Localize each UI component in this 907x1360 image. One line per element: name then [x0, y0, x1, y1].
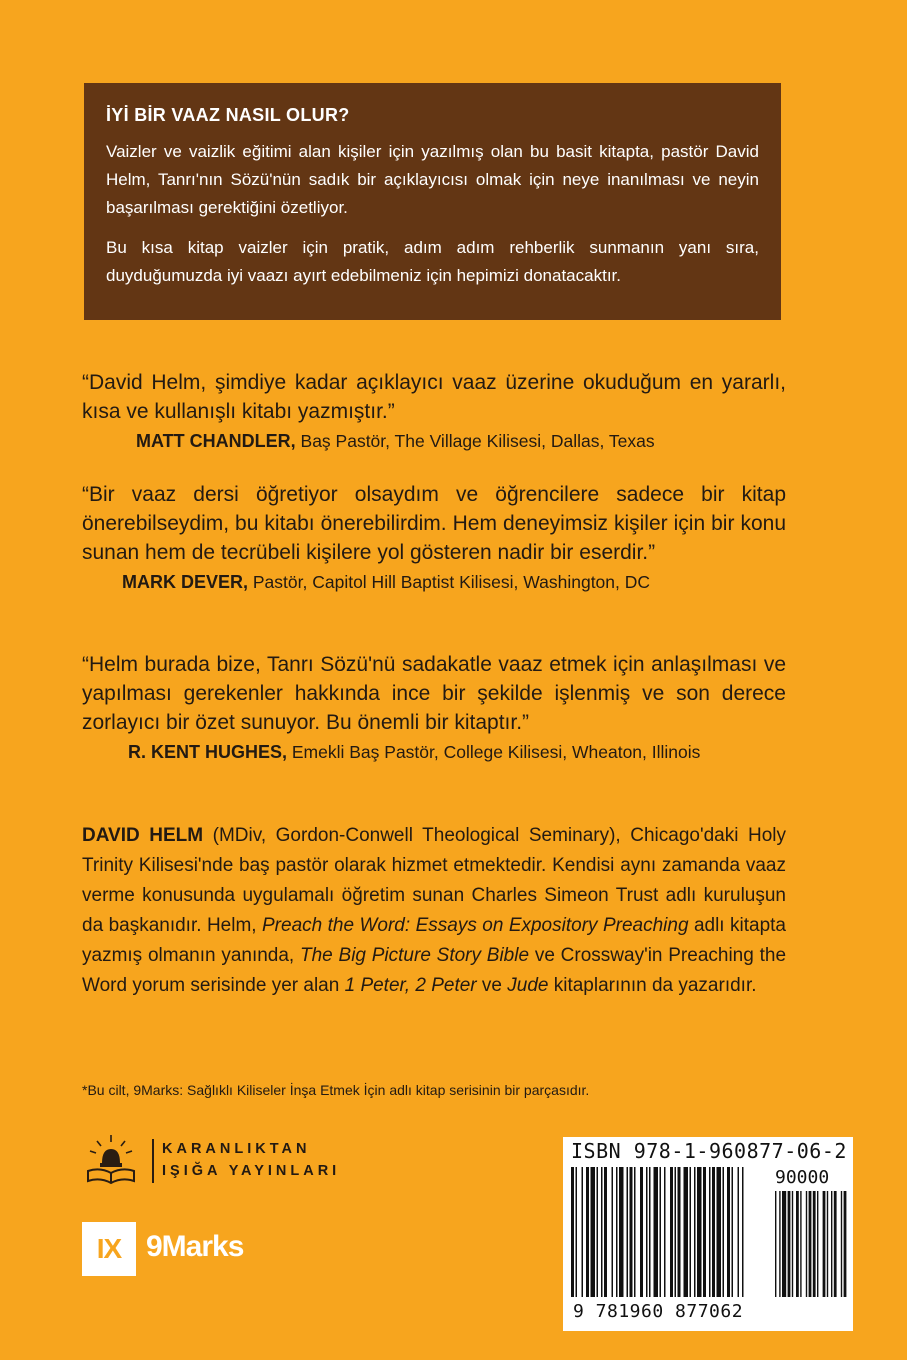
book-title: Preach the Word: Essays on Expository Preaching [262, 915, 689, 936]
price-code: 90000 [775, 1167, 830, 1188]
endorsement-1 [82, 368, 786, 454]
endorsement-text: “Bir vaaz dersi öğretiyor olsaydım ve öğrencilere sadece bir kitap önerebilseydim, bu kitabı önerebilirdim. Hem deneyimsiz kişiler için bir konu sunan hem de tecrübeli kişilere yol gösteren nadir bir eserdir.” [82, 483, 786, 564]
book-title: Jude [507, 975, 549, 996]
series-badge [82, 1222, 136, 1276]
endorser-name: MATT CHANDLER, [136, 431, 296, 451]
barcode-digits: 9 781960 877062 [573, 1301, 744, 1322]
author-name: DAVID HELM [82, 825, 204, 846]
logo-divider [152, 1139, 154, 1183]
endorser-role: Baş Pastör, The Village Kilisesi, Dallas, Texas [295, 431, 655, 451]
author-bio [82, 821, 786, 1001]
isbn-barcode [563, 1137, 853, 1331]
endorser-name: MARK DEVER, [122, 572, 249, 592]
endorsement-attribution [82, 569, 786, 595]
endorsement-text: “Helm burada bize, Tanrı Sözü'nü sadakatle vaaz etmek için anlaşılması ve yapılması gerekenler hakkında ince bir şekilde işlenmiş ve son derece zorlayıcı bir özet sunuyor. Bu önemli bir kitaptır.” [82, 653, 786, 734]
endorser-role: Pastör, Capitol Hill Baptist Kilisesi, Washington, DC [248, 572, 651, 592]
lamp-book-icon [82, 1133, 140, 1189]
publisher-logo [82, 1133, 362, 1189]
bio-text: kitaplarının da yazarıdır. [548, 975, 757, 996]
endorsement-attribution [82, 428, 786, 454]
publisher-name-line-1: KARANLIKTAN [162, 1141, 311, 1157]
endorsement-text: “David Helm, şimdiye kadar açıklayıcı vaaz üzerine okuduğum en yararlı, kısa ve kullanışlı kitabı yazmıştır.” [82, 371, 786, 423]
endorser-role: Emekli Baş Pastör, College Kilisesi, Wheaton, Illinois [287, 742, 701, 762]
bio-text: ve Crossway'in Preaching the Word yorum serisinde yer alan [82, 945, 787, 996]
panel-title: İYİ BİR VAAZ NASIL OLUR? [106, 105, 350, 125]
panel-paragraph-1: Vaizler ve vaizlik eğitimi alan kişiler için yazılmış olan bu basit kitapta, pastör David Helm, Tanrı'nın Sözü'nün sadık bir açıklayıcısı olmak için neye inanılması ve neyin başarılması gerektiğini özetliyor. [106, 142, 759, 217]
bio-text: (MDiv, Gordon-Conwell Theological Seminary), Chicago'daki Holy Trinity Kilisesi'nde baş pastör olarak hizmet etmektedir. Kendisi aynı zamanda vaaz verme konusunda uygulamalı öğretim sunan Charles Simeon Trust adlı kuruluşun da başkanıdır. Helm, [82, 825, 787, 936]
endorser-name: R. KENT HUGHES, [128, 742, 288, 762]
bio-text: adlı kitapta yazmış olmanın yanında, [82, 915, 786, 966]
book-title: 1 Peter, 2 Peter [344, 975, 477, 996]
isbn-text: ISBN 978-1-960877-06-2 [571, 1139, 847, 1163]
panel-paragraph-2: Bu kısa kitap vaizler için pratik, adım adım rehberlik sunmanın yanı sıra, duyduğumuzda iyi vaazı ayırt edebilmeniz için hepimizi donatacaktır. [106, 238, 759, 285]
series-badge-text: IX [96, 1233, 122, 1264]
endorsement-2 [82, 480, 786, 595]
series-footnote: *Bu cilt, 9Marks: Sağlıklı Kiliseler İnşa Etmek İçin adlı kitap serisinin bir parçasıdır. [82, 1082, 590, 1098]
book-title: The Big Picture Story Bible [300, 945, 530, 966]
endorsement-3 [82, 650, 786, 765]
bio-text: ve [476, 975, 508, 996]
series-name: 9Marks [146, 1230, 244, 1263]
publisher-name-line-2: IŞIĞA YAYINLARI [162, 1163, 341, 1179]
description-panel [84, 83, 781, 320]
endorsement-attribution [82, 739, 786, 765]
